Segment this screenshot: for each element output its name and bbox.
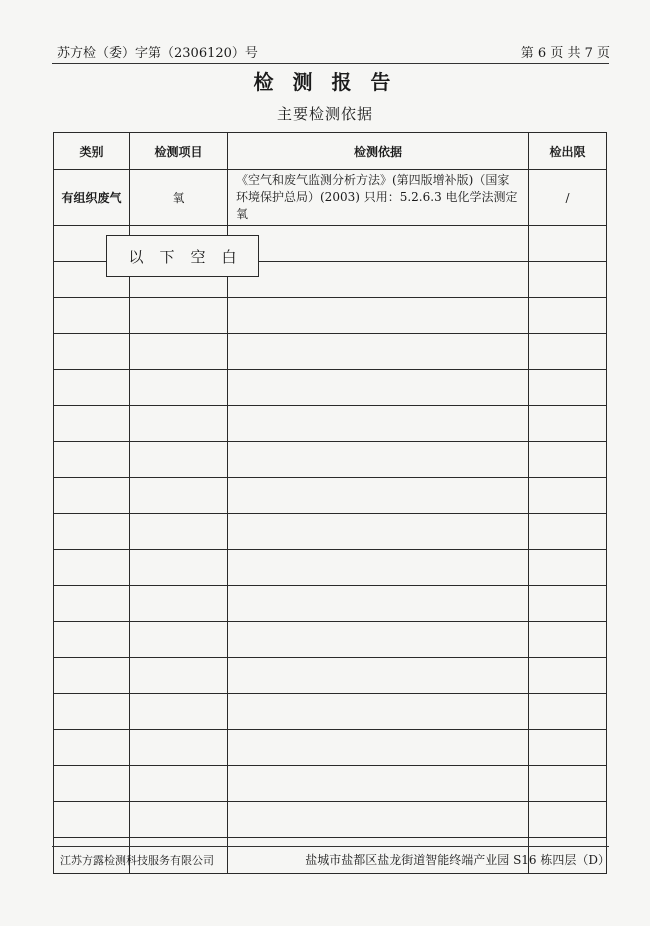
empty-cell — [228, 694, 529, 730]
empty-cell — [228, 262, 529, 298]
report-number: 苏方检（委）字第（2306120）号 — [57, 46, 258, 61]
empty-cell — [529, 802, 607, 838]
empty-row — [54, 298, 607, 334]
empty-row — [54, 370, 607, 406]
empty-cell — [228, 298, 529, 334]
empty-cell — [130, 658, 228, 694]
empty-cell — [130, 442, 228, 478]
empty-cell — [228, 586, 529, 622]
empty-cell — [228, 406, 529, 442]
empty-cell — [529, 370, 607, 406]
blank-remainder-stamp: 以下空白 — [106, 235, 259, 277]
empty-cell — [529, 586, 607, 622]
empty-cell — [130, 514, 228, 550]
company-name: 江苏方露检测科技服务有限公司 — [60, 854, 214, 867]
empty-cell — [529, 658, 607, 694]
empty-cell — [130, 478, 228, 514]
empty-cell — [54, 766, 130, 802]
empty-cell — [54, 622, 130, 658]
column-header-item: 检测项目 — [130, 133, 228, 170]
empty-row — [54, 622, 607, 658]
company-address: 盐城市盐都区盐龙街道智能终端产业园 S16 栋四层（D） — [305, 853, 610, 867]
empty-cell — [228, 442, 529, 478]
empty-cell — [54, 406, 130, 442]
empty-cell — [228, 370, 529, 406]
empty-cell — [130, 550, 228, 586]
empty-row — [54, 334, 607, 370]
empty-cell — [529, 694, 607, 730]
empty-cell — [529, 262, 607, 298]
category-cell — [54, 170, 130, 226]
empty-cell — [228, 334, 529, 370]
empty-cell — [228, 514, 529, 550]
empty-row — [54, 766, 607, 802]
empty-cell — [529, 334, 607, 370]
empty-row — [54, 442, 607, 478]
empty-cell — [54, 298, 130, 334]
empty-cell — [228, 550, 529, 586]
limit-cell: / — [529, 170, 607, 226]
basis-cell: 《空气和废气监测分析方法》(第四版增补版)（国家环境保护总局）(2003) 只用：5.2.6.3 电化学法测定氧 — [228, 170, 529, 226]
empty-cell — [228, 802, 529, 838]
empty-row — [54, 802, 607, 838]
empty-cell — [529, 730, 607, 766]
empty-cell — [130, 730, 228, 766]
header-divider — [52, 63, 609, 64]
empty-cell — [529, 514, 607, 550]
footer-divider — [52, 846, 609, 847]
empty-cell — [529, 226, 607, 262]
empty-cell — [130, 622, 228, 658]
empty-row — [54, 694, 607, 730]
empty-row — [54, 586, 607, 622]
empty-cell — [54, 370, 130, 406]
empty-cell — [130, 334, 228, 370]
empty-cell — [529, 406, 607, 442]
empty-row — [54, 478, 607, 514]
empty-cell — [130, 298, 228, 334]
empty-cell — [130, 370, 228, 406]
empty-cell — [130, 406, 228, 442]
empty-cell — [529, 442, 607, 478]
page-title: 检 测 报 告 — [253, 70, 397, 94]
empty-cell — [529, 478, 607, 514]
empty-cell — [529, 550, 607, 586]
column-header-category: 类别 — [54, 133, 130, 170]
empty-cell — [228, 766, 529, 802]
empty-row — [54, 730, 607, 766]
empty-cell — [54, 586, 130, 622]
empty-cell — [130, 694, 228, 730]
empty-cell — [54, 334, 130, 370]
empty-row — [54, 658, 607, 694]
page-indicator: 第 6 页 共 7 页 — [520, 46, 610, 61]
empty-cell — [54, 730, 130, 766]
empty-cell — [228, 622, 529, 658]
empty-row — [54, 406, 607, 442]
empty-cell — [54, 442, 130, 478]
empty-cell — [54, 550, 130, 586]
column-header-limit: 检出限 — [529, 133, 607, 170]
empty-cell — [228, 478, 529, 514]
empty-cell — [130, 802, 228, 838]
empty-cell — [228, 226, 529, 262]
empty-row — [54, 514, 607, 550]
empty-cell — [54, 478, 130, 514]
empty-cell — [529, 766, 607, 802]
table-row — [54, 170, 607, 226]
empty-cell — [529, 622, 607, 658]
empty-cell — [228, 730, 529, 766]
empty-cell — [529, 298, 607, 334]
category-text: 有组织废气 — [61, 190, 122, 205]
empty-cell — [54, 658, 130, 694]
table-header-row — [54, 133, 607, 170]
column-header-basis: 检测依据 — [228, 133, 529, 170]
empty-cell — [54, 514, 130, 550]
empty-cell — [228, 658, 529, 694]
section-subtitle: 主要检测依据 — [276, 105, 373, 123]
empty-cell — [54, 694, 130, 730]
empty-cell — [130, 766, 228, 802]
empty-row — [54, 550, 607, 586]
empty-cell — [130, 586, 228, 622]
empty-cell — [54, 802, 130, 838]
item-cell: 氧 — [130, 170, 228, 226]
